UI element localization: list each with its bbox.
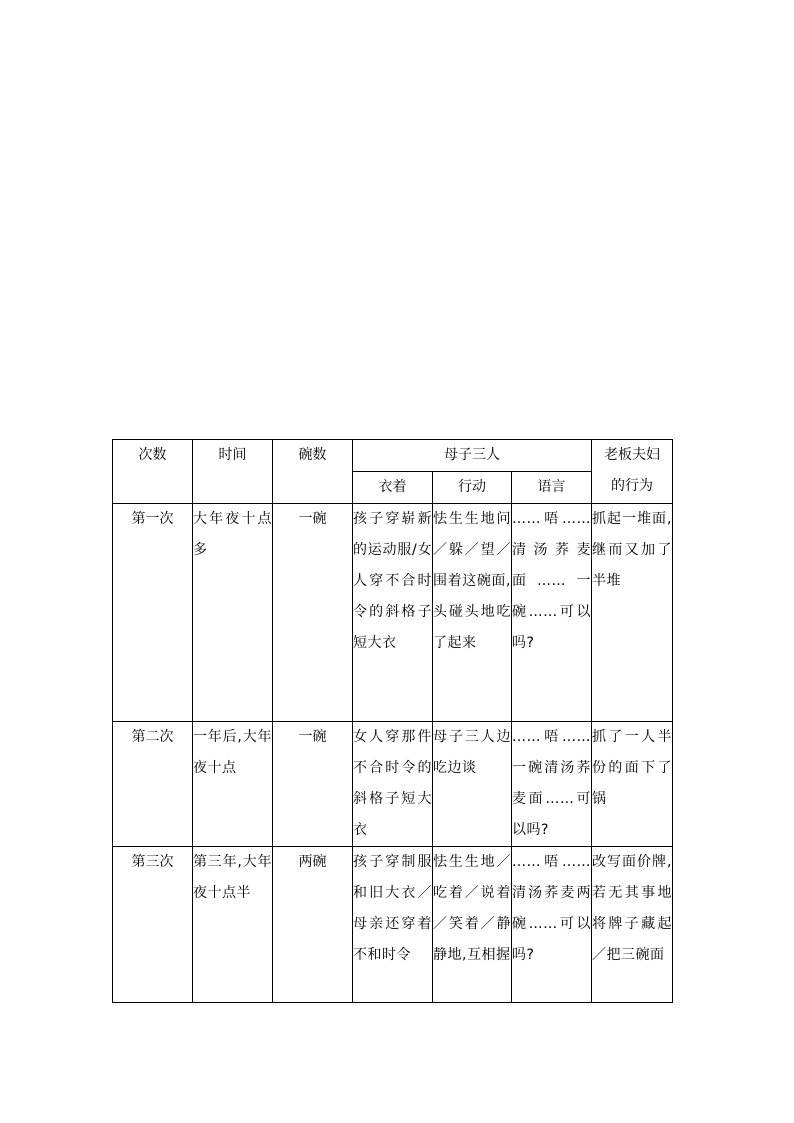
header-time: 时间	[193, 440, 273, 504]
row-count: 第一次	[113, 504, 193, 722]
header-count: 次数	[113, 440, 193, 504]
row-action: 怯生生地问／躲／望／围着这碗面,头碰头地吃了起来	[433, 504, 512, 722]
row-owner: 改写面价牌,若无其事地将牌子藏起／把三碗面	[592, 847, 673, 1003]
header-bowls: 碗数	[273, 440, 353, 504]
row-bowls: 一碗	[273, 504, 353, 722]
row-time: 大年夜十点多	[193, 504, 273, 722]
row-bowls: 两碗	[273, 847, 353, 1003]
header-owner-line1: 老板夫妇	[604, 447, 660, 463]
header-speech: 语言	[512, 472, 592, 504]
row-clothes: 孩子穿崭新的运动服/女人穿不合时令的斜格子短大衣	[353, 504, 433, 722]
row-speech: ……唔……一碗清汤荞麦面……可以吗?	[512, 722, 592, 847]
row-clothes: 女人穿那件不合时令的斜格子短大衣	[353, 722, 433, 847]
row-owner: 抓起一堆面,继而又加了半堆	[592, 504, 673, 722]
row-bowls: 一碗	[273, 722, 353, 847]
header-owner	[592, 440, 673, 504]
row-speech: ……唔……清汤荞麦面……一碗……可以吗?	[512, 504, 592, 722]
row-count: 第二次	[113, 722, 193, 847]
row-action: 怯生生地／吃着／说着／笑着／静静地,互相握	[433, 847, 512, 1003]
story-analysis-table	[112, 439, 673, 1003]
header-mother-group: 母子三人	[353, 440, 592, 472]
header-owner-line2: 的行为	[611, 478, 653, 494]
header-clothes: 衣着	[353, 472, 433, 504]
row-count: 第三次	[113, 847, 193, 1003]
row-owner: 抓了一人半份的面下了锅	[592, 722, 673, 847]
row-speech: ……唔……清汤荞麦两碗……可以吗?	[512, 847, 592, 1003]
row-action: 母子三人边吃边谈	[433, 722, 512, 847]
row-clothes: 孩子穿制服和旧大衣／ 母亲还穿着不和时令	[353, 847, 433, 1003]
table-row	[113, 722, 673, 847]
row-time: 一年后,大年夜十点	[193, 722, 273, 847]
table-row	[113, 504, 673, 722]
row-time: 第三年,大年夜十点半	[193, 847, 273, 1003]
header-action: 行动	[433, 472, 512, 504]
table-row	[113, 847, 673, 1003]
